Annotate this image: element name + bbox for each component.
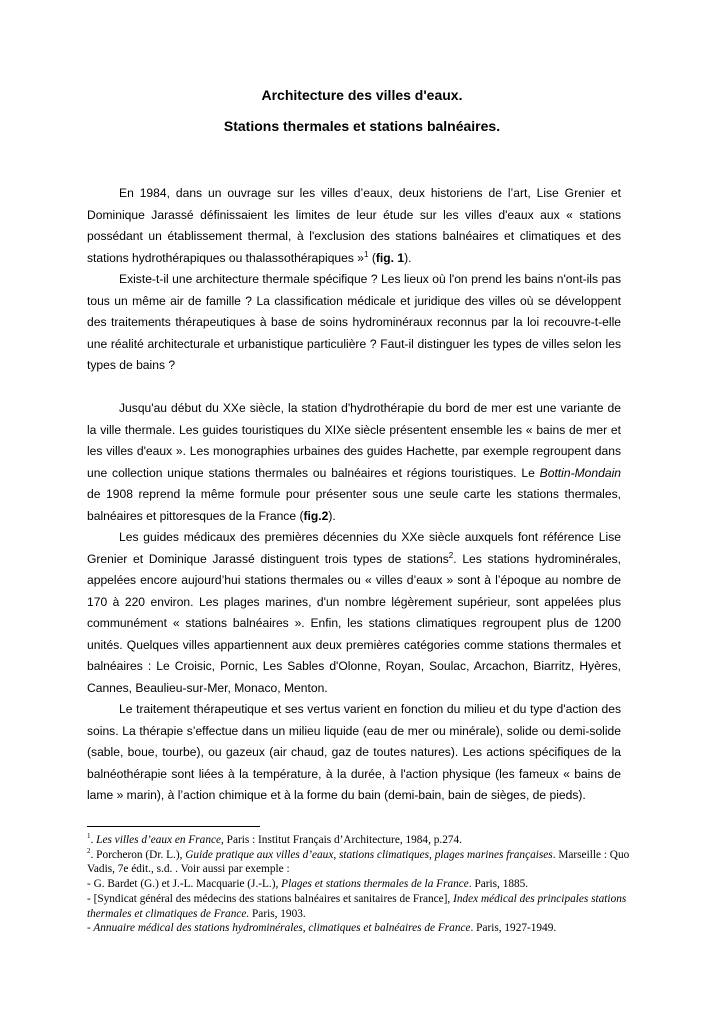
footnote-2-number: 2 (87, 846, 91, 855)
footnote-2-dot: . (90, 848, 97, 861)
footnote-1-dot: . (90, 834, 97, 846)
footnote-list-item-author: - G. Bardet (G.) et J.-L. Macquarie (J.-L.), (87, 878, 282, 891)
footnote-list-item (87, 921, 647, 936)
footnote-2-rest: . Marseille : Quo Vadis, 7e édit., s.d. . Voir aussi par exemple : (87, 848, 630, 876)
bottin-mondain-title: Bottin-Mondain (539, 465, 621, 480)
footnote-list-item-rest: . Paris, 1885. (468, 878, 529, 891)
figure-ref-1: fig. 1 (375, 250, 405, 265)
footnote-2-author: Porcheron (Dr. L.), (96, 848, 186, 861)
footnotes (87, 833, 647, 936)
paragraph-4-text-b: . Les stations hydrominérales, appelées encore aujourd’hui stations thermales ou « villes d’eaux » sont à l’époque au nombre de 170 à 220 environ. Les plages marines, d'un nombre légèrement supérieur, sont appelées plus communément « stations balnéaires ». Enfin, les stations climatiques regroupent plus de 1200 unités. Quelques villes appartiennent aux deux premières catégories comme stations thermales et balnéaires : Le Croisic, Pornic, Les Sables d'Olonne, Royan, Soulac, Arcachon, Biarritz, Hyères, Cannes, Beaulieu-sur-Mer, Monaco, Menton. (87, 551, 621, 695)
footnote-list-item-title: Index médical des principales stations thermales et climatiques de France. (87, 892, 627, 920)
footnote-list-item-title: Plages et stations thermales de la France (281, 878, 469, 891)
footnote-list-item-author: - [Syndicat général des médecins des stations balnéaires et sanitaires de France], (87, 892, 454, 905)
paragraph-3-text-a: Jusqu'au début du XXe siècle, la station d'hydrothérapie du bord de mer est une variante de la ville thermale. Les guides touristiques du XIXe siècle présentent ensemble les « bains de mer et les villes d'eaux ». Les monographies urbaines des guides Hachette, par exemple regroupent dans une collection unique stations thermales ou balnéaires et régions touristiques. Le (87, 401, 621, 480)
footnote-1-rest: , Paris : Institut Français d’Architecture, 1984, p.274. (221, 834, 462, 846)
paren-open: ( (368, 250, 376, 265)
footnote-2 (87, 848, 647, 877)
paragraph-4-text-a: Les guides médicaux des premières décennies du XXe siècle auxquels font référence Lise Grenier et Dominique Jarassé distinguent trois types de stations (87, 530, 621, 566)
paragraph-3-text-c: ). (328, 508, 336, 523)
body-text (87, 183, 621, 807)
footnote-ref-2[interactable]: 2 (448, 550, 454, 560)
paragraph-3-text-b: de 1908 reprend la même formule pour présenter sous une seule carte les stations thermales, balnéaires et pittoresques de la France ( (87, 487, 621, 523)
paragraph-3 (87, 398, 621, 527)
figure-ref-2: fig.2 (303, 508, 329, 523)
footnote-divider (87, 826, 260, 827)
paragraph-1-text: En 1984, dans un ouvrage sur les villes d’eaux, deux historiens de l’art, Lise Grenier et Dominique Jarassé définissaient les limites de leur étude sur les villes d'eaux aux « stations possédant un établissement thermal, à l'exclusion des stations balnéaires et climatiques et des stations hydrothérapiques ou thalassothérapiques » (87, 186, 621, 265)
footnote-ref-1[interactable]: 1 (364, 249, 369, 259)
paragraph-4 (87, 527, 621, 699)
footnote-1-title: Les villes d’eaux en France (96, 834, 222, 846)
footnote-2-title: Guide pratique aux villes d’eaux, stations climatiques, plages marines françaises (185, 848, 553, 861)
footnote-1-number: 1 (87, 832, 91, 841)
paragraph-5: Le traitement thérapeutique et ses vertus varient en fonction du milieu et du type d'action des soins. La thérapie s’effectue dans un milieu liquide (eau de mer ou minérale), solide ou demi-solide (sable, boue, tourbe), ou gazeux (air chaud, gaz de toutes natures). Les actions spécifiques de la balnéothérapie sont liées à la température, à la durée, à l'action physique (les fameux « bains de lame » marin), à l’action chimique et à la forme du bain (demi-bain, bain de sièges, de pieds). (87, 702, 621, 802)
footnote-list-item-rest: . Paris, 1927-1949. (470, 922, 557, 935)
footnote-list-item (87, 877, 647, 892)
page-title: Architecture des villes d'eaux. (261, 87, 463, 103)
footnote-list-item-title: - Annuaire médical des stations hydrominérales, climatiques et balnéaires de France (87, 922, 471, 935)
footnote-1 (87, 833, 647, 848)
paragraph-1 (87, 183, 621, 269)
footnote-list-item-rest: Paris, 1903. (249, 907, 306, 920)
page-subtitle: Stations thermales et stations balnéaires. (223, 118, 501, 134)
paragraph-2: Existe-t-il une architecture thermale spécifique ? Les lieux où l'on prend les bains n'ont-ils pas tous un même air de famille ? La classification médicale et juridique des villes où se développent des traitements thérapeutiques à base de soins hydrominéraux reconnus par la loi recouvre-t-elle une réalité architecturale et urbanistique particulière ? Faut-il distinguer les types de villes selon les types de bains ? (87, 272, 621, 372)
footnote-list-item (87, 892, 647, 921)
paren-close: ). (404, 250, 412, 265)
